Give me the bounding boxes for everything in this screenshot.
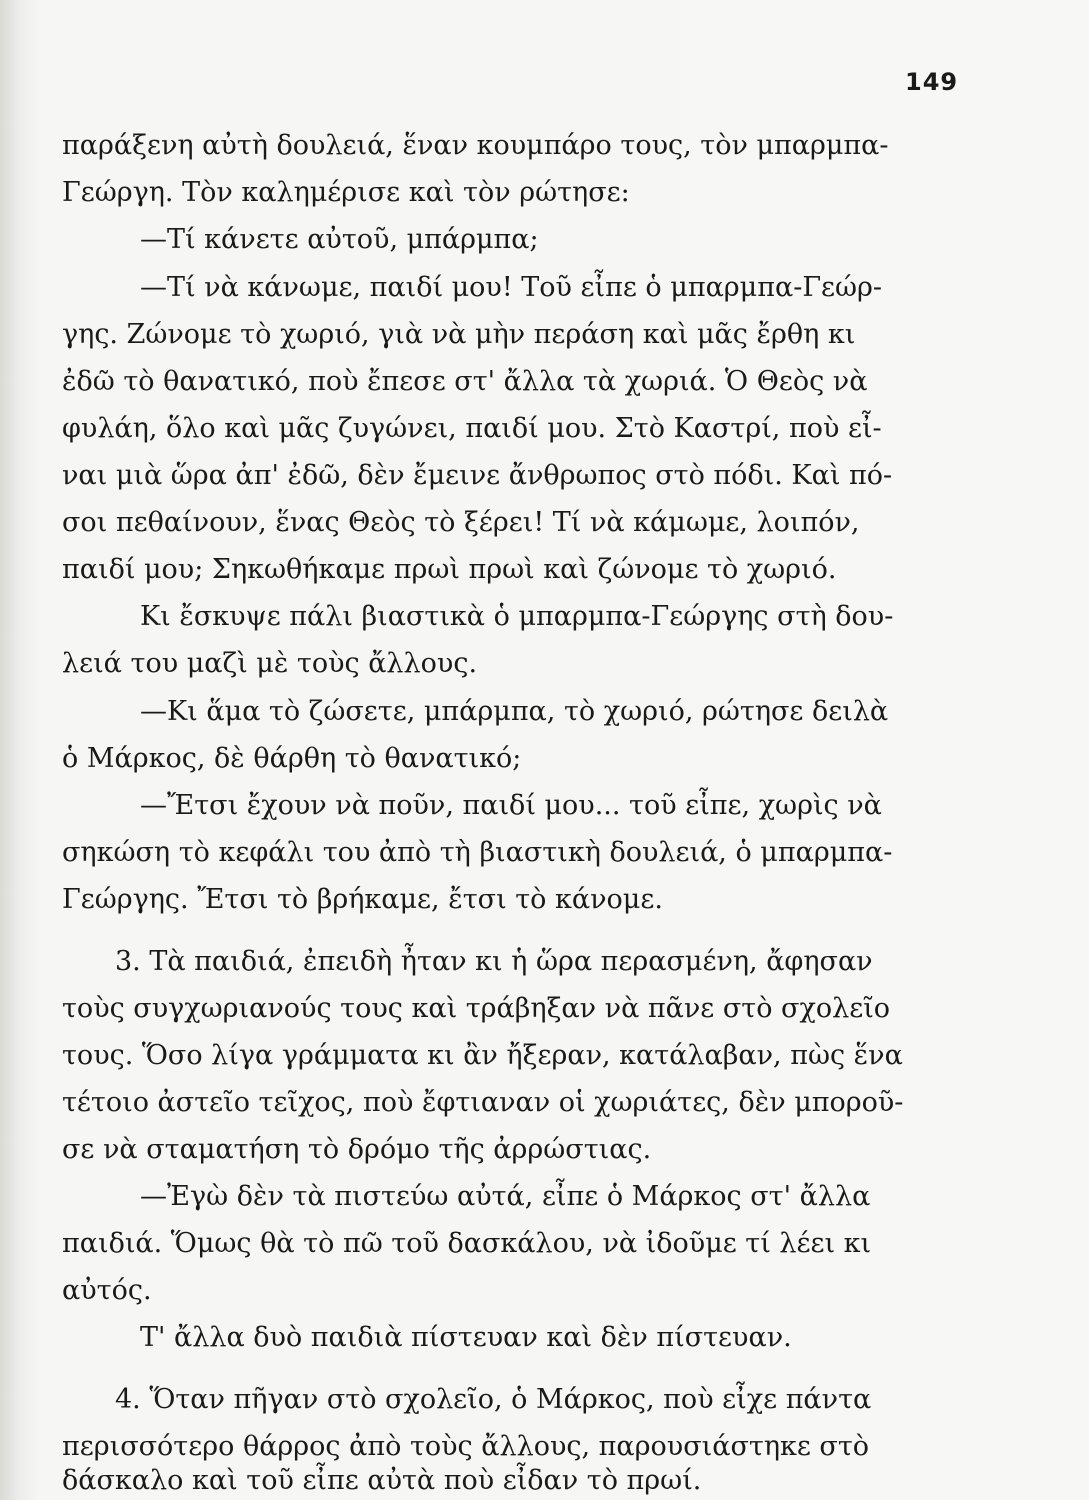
text-line: —Ἐγὼ δὲν τὰ πιστεύω αὐτά, εἶπε ὁ Μάρκος στ' ἄλλα (140, 1181, 871, 1212)
text-line: —Κι ἅμα τὸ ζώσετε, μπάρμπα, τὸ χωριό, ρώτησε δειλὰ (140, 696, 889, 727)
text-line: ἐδῶ τὸ θανατικό, ποὺ ἔπεσε στ' ἄλλα τὰ χωριά. Ὁ Θεὸς νὰ (62, 366, 868, 397)
text-line: 3. Τὰ παιδιά, ἐπειδὴ ἦταν κι ἡ ὥρα περασμένη, ἄφησαν (115, 946, 873, 977)
text-line: παράξενη αὐτὴ δουλειά, ἕναν κουμπάρο τους, τὸν μπαρμπα- (62, 130, 889, 161)
text-line: τέτοιο ἀστεῖο τεῖχος, ποὺ ἔφτιαναν οἱ χωριάτες, δὲν μποροῦ- (62, 1087, 904, 1118)
text-line: φυλάη, ὅλο καὶ μᾶς ζυγώνει, παιδί μου. Στὸ Καστρί, ποὺ εἶ- (62, 413, 882, 444)
text-line: περισσότερο θάρρος ἀπὸ τοὺς ἄλλους, παρουσιάστηκε στὸ (62, 1431, 870, 1462)
text-line: Κι ἔσκυψε πάλι βιαστικὰ ὁ μπαρμπα-Γεώργης στὴ δου- (140, 601, 894, 632)
text-line: τοὺς συγχωριανούς τους καὶ τράβηξαν νὰ πᾶνε στὸ σχολεῖο (62, 993, 891, 1024)
text-line: τους. Ὅσο λίγα γράμματα κι ἂν ἤξεραν, κατάλαβαν, πὼς ἕνα (62, 1040, 903, 1071)
text-line: —Ἔτσι ἔχουν νὰ ποῦν, παιδί μου... τοῦ εἶπε, χωρὶς νὰ (140, 790, 882, 821)
text-line: —Τί κάνετε αὐτοῦ, μπάρμπα; (140, 224, 539, 255)
text-line: λειά του μαζὶ μὲ τοὺς ἄλλους. (62, 648, 478, 679)
text-line: Γεώργη. Τὸν καλημέρισε καὶ τὸν ρώτησε: (62, 177, 630, 208)
text-line: ναι μιὰ ὥρα ἀπ' ἐδῶ, δὲν ἔμεινε ἄνθρωπος στὸ πόδι. Καὶ πό- (62, 460, 893, 491)
text-line: δάσκαλο καὶ τοῦ εἶπε αὐτὰ ποὺ εἶδαν τὸ πρωί. (62, 1465, 702, 1496)
text-line: σοι πεθαίνουν, ἕνας Θεὸς τὸ ξέρει! Τί νὰ κάμωμε, λοιπόν, (62, 507, 860, 538)
text-line: ὁ Μάρκος, δὲ θάρθη τὸ θανατικό; (62, 743, 522, 774)
text-line: γης. Ζώνομε τὸ χωριό, γιὰ νὰ μὴν περάση καὶ μᾶς ἔρθη κι (62, 319, 856, 350)
text-line: σηκώση τὸ κεφάλι του ἀπὸ τὴ βιαστικὴ δουλειά, ὁ μπαρμπα- (62, 837, 893, 868)
text-line: παιδιά. Ὅμως θὰ τὸ πῶ τοῦ δασκάλου, νὰ ἰδοῦμε τί λέει κι (62, 1228, 872, 1259)
page-number: 149 (905, 68, 959, 96)
text-line: —Τί νὰ κάνωμε, παιδί μου! Τοῦ εἶπε ὁ μπαρμπα-Γεώρ- (140, 272, 883, 303)
text-line: Τ' ἄλλα δυὸ παιδιὰ πίστευαν καὶ δὲν πίστευαν. (140, 1322, 792, 1353)
text-line: σε νὰ σταματήση τὸ δρόμο τῆς ἀρρώστιας. (62, 1134, 652, 1165)
text-line: αὐτός. (62, 1275, 152, 1306)
text-line: Γεώργης. Ἔτσι τὸ βρήκαμε, ἔτσι τὸ κάνομε. (62, 884, 663, 915)
text-line: παιδί μου; Σηκωθήκαμε πρωὶ πρωὶ καὶ ζώνομε τὸ χωριό. (62, 554, 837, 585)
text-line: 4. Ὅταν πῆγαν στὸ σχολεῖο, ὁ Μάρκος, ποὺ εἶχε πάντα (115, 1384, 872, 1415)
